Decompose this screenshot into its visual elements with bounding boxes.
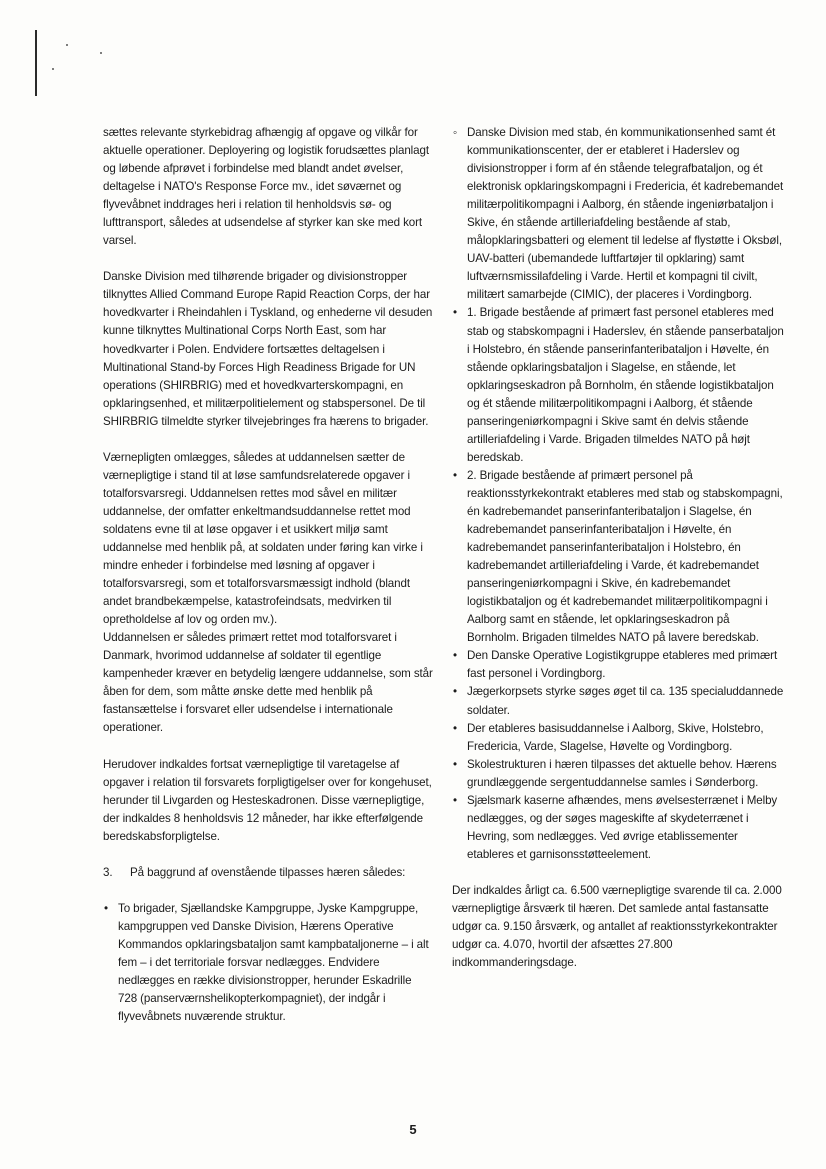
scan-speck	[52, 68, 54, 70]
bullet-list	[103, 900, 433, 1026]
closing-paragraph: Der indkaldes årligt ca. 6.500 værnepligtige svarende til ca. 2.000 værnepligtige årsværk til hæren. Det samlede antal fastansatte udgør ca. 9.150 årsværk, og antallet af reaktionsstyrkekontrakter udgør ca. 4.070, hvortil der afsættes 27.800 indkommanderingsdage.	[452, 883, 782, 970]
item-number: 3.	[103, 865, 113, 879]
bullet-item: • 1. Brigade bestående af primært fast personel etableres med stab og stabskompagni i Haderslev, én stående panserbataljon i Holstebro, én stående panserinfanteribataljon i Høvelte, én stående opklaringsbataljon i Slagelse, en stående, let opklaringseskadron på Bornholm, én stående logistikbataljon og ét stående militærpolitikompagni i Aalborg, ét stående panseringeniørkompagni i Skive samt én delvis stående artilleriafdeling i Varde. Brigaden tilmeldes NATO på højt beredskab.	[452, 304, 784, 466]
bullet-item: • Skolestrukturen i hæren tilpasses det aktuelle behov. Hærens grundlæggende sergentuddannelse samles i Sønderborg.	[452, 756, 784, 792]
bullet-item: • Der etableres basisuddannelse i Aalborg, Skive, Holstebro, Fredericia, Varde, Slagelse, Høvelte og Vordingborg.	[452, 720, 784, 756]
item-text: På baggrund af ovenstående tilpasses hæren således:	[130, 865, 406, 879]
bullet-item: ◦ Danske Division med stab, én kommunikationsenhed samt ét kommunikationscenter, der er etableret i Haderslev og divisionstropper i form af én stående telegrafbataljon, og ét elektronisk opklaringskompagni i Fredericia, ét kadrebemandet militærpolitikompagni i Aalborg, én stående ingeniørbataljon i Skive, én stående artilleriafdeling bestående af stab, målopklaringsbatteri og element til ledelse af flystøtte i Oksbøl, UAV-batteri (ubemandede luftfartøjer til opklaring) samt luftværnsmissilafdeling i Varde. Hertil et kompagni til civilt, militært samarbejde (CIMIC), der placeres i Vordingborg.	[452, 124, 784, 304]
bullet-item: • Den Danske Operative Logistikgruppe etableres med primært fast personel i Vordingborg.	[452, 647, 784, 683]
bullet-item: • To brigader, Sjællandske Kampgruppe, Jyske Kampgruppe, kampgruppen ved Danske Division, Hærens Operative Kommandos opklaringsbataljon samt kampbataljonerne – i alt fem – i det territoriale forsvar nedlægges. Endvidere nedlægges en række divisionstropper, herunder Eskadrille 728 (panserværnshelikopterkompagniet), der indgår i flyvevåbnets nuværende struktur.	[103, 900, 433, 1026]
bullet-list	[452, 124, 784, 864]
bullet-item: • Sjælsmark kaserne afhændes, mens øvelsesterrænet i Melby nedlægges, og der søges mageskifte af skydeterrænet i Hevring, som nedlægges. Ved øvrige etablissementer etableres et garnisonsstøtteelement.	[452, 792, 784, 864]
margin-binding-rule	[35, 30, 37, 96]
right-column	[452, 124, 784, 972]
left-column	[103, 124, 433, 1026]
scan-speck	[100, 52, 102, 54]
paragraph: sættes relevante styrkebidrag afhængig af opgave og vilkår for aktuelle operationer. Deployering og logistik forudsættes planlagt og løbende afprøvet i forbindelse med blandt andet øvelser, deltagelse i NATO's Response Force mv., idet søværnet og flyvevåbnet inddrages heri i relation til henholdsvis sø- og lufttransport, således at udsendelse af styrker kan ske med kort varsel.	[103, 126, 429, 248]
paragraph: Uddannelsen er således primært rettet mod totalforsvaret i Danmark, hvorimod uddannelse af soldater til egentlige kampenheder kræver en betydelig længere uddannelse, som står åben for dem, som måtte ønske dette med henblik på fastansættelse i forsvaret eller udsendelse i internationale operationer.	[103, 631, 433, 735]
paragraph: Danske Division med tilhørende brigader og divisionstropper tilknyttes Allied Command Europe Rapid Reaction Corps, der har hovedkvarter i Rheindahlen i Tyskland, og enhederne vil desuden kunne tilknyttes Multinational Corps North East, som har hovedkvarter i Polen. Endvidere fortsættes deltagelsen i Multinational Stand-by Forces High Readiness Brigade for UN operations (SHIRBRIG) med et hovedkvarterskompagni, en opklaringsenhed, et militærpolitielement og stabspersonel. De til SHIRBRIG tilmeldte styrker tilvejebringes fra hærens to brigader.	[103, 270, 433, 428]
paragraph: Herudover indkaldes fortsat værnepligtige til varetagelse af opgaver i relation til forsvarets forpligtigelser over for kongehuset, herunder til Livgarden og Hesteskadronen. Disse værnepligtige, der indkaldes 8 henholdsvis 12 måneder, har ikke efterfølgende beredskabsforpligtelse.	[103, 757, 432, 843]
numbered-item	[103, 864, 433, 882]
page-number: 5	[409, 1122, 417, 1137]
scan-speck	[66, 44, 68, 46]
bullet-item: • 2. Brigade bestående af primært personel på reaktionsstyrkekontrakt etableres med stab og stabskompagni, én kadrebemandet panserinfanteribataljon i Slagelse, én kadrebemandet panserinfanteribataljon i Høvelte, én kadrebemandet panserinfanteribataljon i Holstebro, én kadrebemandet artilleriafdeling i Varde, ét kadrebemandet panseringeniørkompagni i Skive, én kadrebemandet logistikbataljon og ét kadrebemandet militærpolitikompagni i Aalborg samt en stående, let opklaringseskadron på Bornholm. Brigaden tilmeldes NATO på lavere beredskab.	[452, 467, 784, 647]
bullet-item: • Jægerkorpsets styrke søges øget til ca. 135 specialuddannede soldater.	[452, 683, 784, 719]
paragraph: Værnepligten omlægges, således at uddannelsen sætter de værnepligtige i stand til at løse samfundsrelaterede opgaver i totalforsvarsregi. Uddannelsen rettes mod såvel en militær uddannelse, der omfatter enkeltmandsuddannelse rettet mod soldatens evne til at løse opgaver i et usikkert miljø samt uddannelse med henblik på, at soldaten under føring kan virke i mindre enheder i forbindelse med løsning af opgaver i totalforsvarsregi, som et totalforsvarsmæssigt indhold (blandt andet brandbekæmpelse, katastrofeindsats, medvirken til opretholdelse af lov og orden mv.).	[103, 450, 423, 627]
